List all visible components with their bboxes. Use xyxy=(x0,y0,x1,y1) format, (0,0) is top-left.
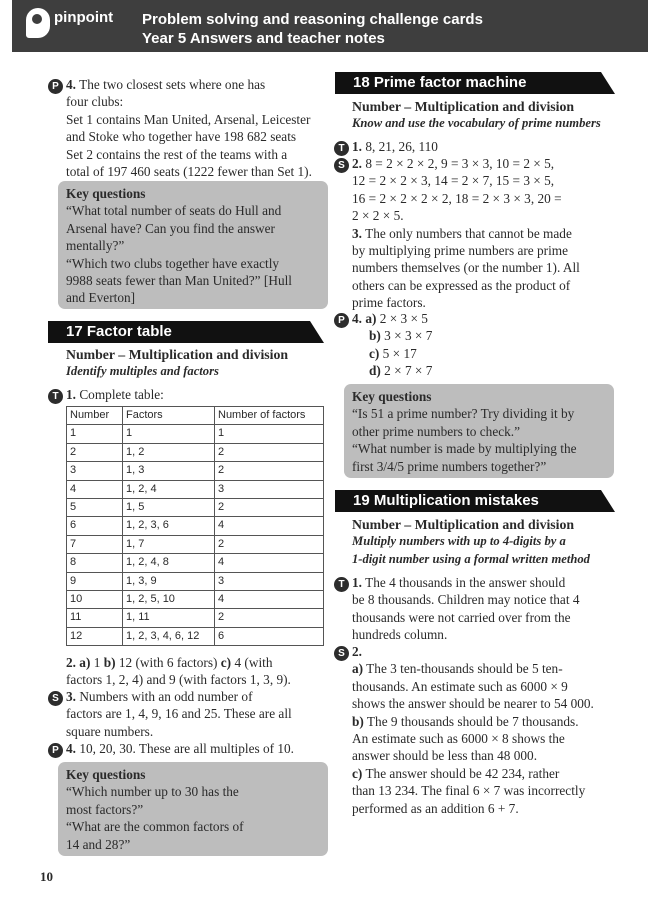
answer-line: The only numbers that cannot be made xyxy=(365,225,572,241)
section-19-title: 19 Multiplication mistakes xyxy=(335,490,601,512)
answer-line: square numbers. xyxy=(66,723,154,739)
key-question-line: Arsenal have? Can you find the answer xyxy=(66,220,275,236)
answer-line: 16 = 2 × 2 × 2 × 2, 18 = 2 × 3 × 3, 20 = xyxy=(352,190,562,206)
table-cell: 6 xyxy=(67,517,123,535)
answer-line: and Stoke who together have 198 682 seats xyxy=(66,129,297,145)
answer-line: thousands. An estimate such as 6000 × 9 xyxy=(352,678,568,694)
section-17-meta xyxy=(66,346,334,381)
task-icon: T xyxy=(48,389,63,404)
problem-icon: P xyxy=(334,313,349,328)
answer-line: total of 197 460 seats (1222 fewer than Set 1). xyxy=(66,164,312,180)
key-question-line: 9988 seats fewer than Man United?” [Hull xyxy=(66,273,292,289)
column-header: Factors xyxy=(123,407,215,425)
table-cell: 11 xyxy=(67,609,123,627)
table-cell: 8 xyxy=(67,554,123,572)
answer-line: 12 = 2 × 2 × 3, 14 = 2 × 7, 15 = 3 × 5, xyxy=(352,173,555,189)
table-row xyxy=(67,627,324,645)
table-cell: 2 xyxy=(215,462,324,480)
solve-icon: S xyxy=(334,158,349,173)
key-question-line: and Everton] xyxy=(66,290,136,306)
table-cell: 3 xyxy=(67,462,123,480)
answer-line: 8, 21, 26, 110 xyxy=(365,139,438,154)
part-text: 5 × 17 xyxy=(382,345,417,361)
task-icon: T xyxy=(334,577,349,592)
table-row xyxy=(67,425,324,443)
question-number: 4. xyxy=(352,311,362,326)
key-questions-heading: Key questions xyxy=(66,767,146,782)
table-cell: 1 xyxy=(123,425,215,443)
part-label: a) xyxy=(352,661,364,677)
table-cell: 3 xyxy=(215,480,324,498)
table-cell: 1 xyxy=(67,425,123,443)
part-label: b) xyxy=(369,328,381,344)
q4-answer xyxy=(66,740,334,757)
question-number: 1. xyxy=(66,387,76,402)
answer-number: 4. xyxy=(66,77,76,92)
question-number: 3. xyxy=(66,689,76,704)
answer-line: The 4 thousands in the answer should xyxy=(365,575,566,590)
question-number: 1. xyxy=(352,575,362,590)
table-cell: 1, 3, 9 xyxy=(123,572,215,590)
question-number: 3. xyxy=(352,225,362,241)
question-label: b) xyxy=(103,655,116,670)
table-cell: 1, 2 xyxy=(123,443,215,461)
answer-line: factors are 1, 4, 9, 16 and 25. These are all xyxy=(66,706,292,722)
part-text: 2 × 7 × 7 xyxy=(384,363,433,379)
key-questions-box xyxy=(58,181,328,309)
part-label: d) xyxy=(369,363,381,379)
header-title xyxy=(142,10,483,48)
factor-table xyxy=(66,406,324,646)
section-18-meta xyxy=(352,98,620,133)
answer-line: Set 2 contains the rest of the teams with a xyxy=(66,146,288,162)
part-text: 3 × 3 × 7 xyxy=(384,328,433,344)
answer-line: 10, 20, 30. These are all multiples of 10. xyxy=(79,741,294,756)
solve-icon: S xyxy=(334,646,349,661)
table-cell: 1, 2, 4, 8 xyxy=(123,554,215,572)
answer-line: Set 1 contains Man United, Arsenal, Leicester xyxy=(66,111,311,127)
key-questions-heading: Key questions xyxy=(352,389,432,404)
table-cell: 1, 5 xyxy=(123,499,215,517)
answer-line: thousands were not carried over from the xyxy=(352,609,571,625)
answer-line: others can be expressed as the product of xyxy=(352,277,571,293)
question-text: Complete table: xyxy=(79,387,164,402)
answer-line: four clubs: xyxy=(66,94,124,110)
header-title-line2: Year 5 Answers and teacher notes xyxy=(142,30,385,47)
answer-line: be 8 thousands. Children may notice that 4 xyxy=(352,592,580,608)
answer-line: prime factors. xyxy=(352,295,426,311)
problem-icon: P xyxy=(48,743,63,758)
table-row xyxy=(67,517,324,535)
key-question-line: “Is 51 a prime number? Try dividing it by xyxy=(352,406,575,422)
pinpoint-logo xyxy=(26,8,113,38)
table-cell: 4 xyxy=(215,517,324,535)
answer-line: by multiplying prime numbers are prime xyxy=(352,243,569,259)
answer-line: The 3 ten-thousands should be 5 ten- xyxy=(366,661,563,677)
table-row xyxy=(67,609,324,627)
pinpoint-logo-icon xyxy=(26,8,50,38)
part-label: a) xyxy=(365,311,377,326)
question-number: 2. xyxy=(352,644,362,659)
section-17-title: 17 Factor table xyxy=(48,321,310,343)
table-cell: 4 xyxy=(67,480,123,498)
q1-row xyxy=(66,386,334,403)
key-question-line: “Which two clubs together have exactly xyxy=(66,255,280,271)
section-objective: Identify multiples and factors xyxy=(66,364,219,379)
answer-line: shows the answer should be nearer to 54 000. xyxy=(352,696,594,712)
key-question-line: 14 and 28?” xyxy=(66,836,131,852)
table-row xyxy=(67,535,324,553)
answer-line: answer should be less than 48 000. xyxy=(352,748,538,764)
answer-text: 4 (with xyxy=(234,655,273,670)
table-cell: 1, 2, 3, 4, 6, 12 xyxy=(123,627,215,645)
question-label: c) xyxy=(220,655,232,670)
key-questions-box xyxy=(58,762,328,856)
table-cell: 1 xyxy=(215,425,324,443)
table-row xyxy=(67,462,324,480)
table-cell: 4 xyxy=(215,591,324,609)
page-number: 10 xyxy=(40,869,53,884)
key-question-line: “What number is made by multiplying the xyxy=(352,441,577,457)
answer-line: numbers themselves (or the number 1). All xyxy=(352,260,580,276)
part-label: b) xyxy=(352,713,364,729)
part-label: c) xyxy=(369,345,380,361)
key-question-line: other prime numbers to check.” xyxy=(352,423,520,439)
q3-answer xyxy=(66,688,334,740)
table-row xyxy=(67,572,324,590)
table-cell: 2 xyxy=(215,609,324,627)
section-strand: Number – Multiplication and division xyxy=(66,347,289,362)
solve-icon: S xyxy=(48,691,63,706)
table-cell: 1, 7 xyxy=(123,535,215,553)
table-cell: 2 xyxy=(215,535,324,553)
answer-line: 2 × 2 × 5. xyxy=(352,208,404,224)
table-cell: 1, 2, 3, 6 xyxy=(123,517,215,535)
table-cell: 1, 3 xyxy=(123,462,215,480)
page-header xyxy=(12,0,648,52)
key-question-line: “Which number up to 30 has the xyxy=(66,784,239,800)
question-number: 2. xyxy=(352,156,362,171)
section-objective: Multiply numbers with up to 4-digits by a xyxy=(352,534,566,549)
q2-answer xyxy=(66,654,334,689)
section-19-meta xyxy=(352,516,620,568)
section-18-title: 18 Prime factor machine xyxy=(335,72,601,94)
table-cell: 3 xyxy=(215,572,324,590)
answer-line: 8 = 2 × 2 × 2, 9 = 3 × 3, 10 = 2 × 5, xyxy=(365,156,555,171)
table-cell: 1, 2, 4 xyxy=(123,480,215,498)
table-cell: 2 xyxy=(67,443,123,461)
s18-q4 xyxy=(352,310,620,380)
header-title-line1: Problem solving and reasoning challenge cards xyxy=(142,11,483,28)
table-row xyxy=(67,480,324,498)
s18-q1 xyxy=(352,138,620,155)
table-cell: 5 xyxy=(67,499,123,517)
logo-text: pinpoint xyxy=(54,9,114,27)
answer-text: 1 xyxy=(93,655,101,670)
question-number: 1. xyxy=(352,139,362,154)
table-cell: 2 xyxy=(215,499,324,517)
key-questions-box xyxy=(344,384,614,478)
section-strand: Number – Multiplication and division xyxy=(352,517,575,532)
section-objective: Know and use the vocabulary of prime numbers xyxy=(352,116,601,131)
answer-text: 12 (with 6 factors) xyxy=(118,655,218,670)
table-body xyxy=(67,425,324,646)
key-question-line: “What are the common factors of xyxy=(66,819,244,835)
section-objective: 1-digit number using a formal written method xyxy=(352,551,590,566)
task-icon: T xyxy=(334,141,349,156)
table-cell: 1, 2, 5, 10 xyxy=(123,591,215,609)
key-question-line: first 3/4/5 prime numbers together?” xyxy=(352,458,547,474)
table-row xyxy=(67,591,324,609)
table-cell: 6 xyxy=(215,627,324,645)
key-question-line: most factors?” xyxy=(66,801,144,817)
key-question-line: “What total number of seats do Hull and xyxy=(66,203,282,219)
part-text: 2 × 3 × 5 xyxy=(379,311,428,326)
column-header: Number of factors xyxy=(215,407,324,425)
s19-q2 xyxy=(352,643,620,817)
table-cell: 10 xyxy=(67,591,123,609)
answer-line: factors 1, 2, 4) and 9 (with factors 1, 3, 9). xyxy=(66,672,291,688)
answer-line: performed as an addition 6 + 7. xyxy=(352,800,519,816)
left-top-answer xyxy=(66,76,334,180)
key-questions-heading: Key questions xyxy=(66,186,146,201)
table-row xyxy=(67,443,324,461)
answer-line: The 9 thousands should be 7 thousands. xyxy=(366,713,579,729)
question-label: 2. a) xyxy=(66,655,91,670)
question-number: 4. xyxy=(66,741,76,756)
table-row xyxy=(67,499,324,517)
table-cell: 4 xyxy=(215,554,324,572)
answer-line: An estimate such as 6000 × 8 shows the xyxy=(352,731,565,747)
s18-q2 xyxy=(352,155,620,312)
answer-line: hundreds column. xyxy=(352,627,448,643)
table-cell: 7 xyxy=(67,535,123,553)
table-header-row xyxy=(67,407,324,425)
key-question-line: mentally?” xyxy=(66,238,125,254)
table-cell: 9 xyxy=(67,572,123,590)
s19-q1 xyxy=(352,574,620,644)
answer-line: than 13 234. The final 6 × 7 was incorrectly xyxy=(352,783,586,799)
column-header: Number xyxy=(67,407,123,425)
section-strand: Number – Multiplication and division xyxy=(352,99,575,114)
answer-line: The answer should be 42 234, rather xyxy=(365,765,560,781)
table-row xyxy=(67,554,324,572)
answer-line: The two closest sets where one has xyxy=(79,77,266,92)
answer-line: Numbers with an odd number of xyxy=(79,689,253,704)
table-cell: 1, 11 xyxy=(123,609,215,627)
table-cell: 12 xyxy=(67,627,123,645)
table-cell: 2 xyxy=(215,443,324,461)
problem-icon: P xyxy=(48,79,63,94)
part-label: c) xyxy=(352,765,363,781)
